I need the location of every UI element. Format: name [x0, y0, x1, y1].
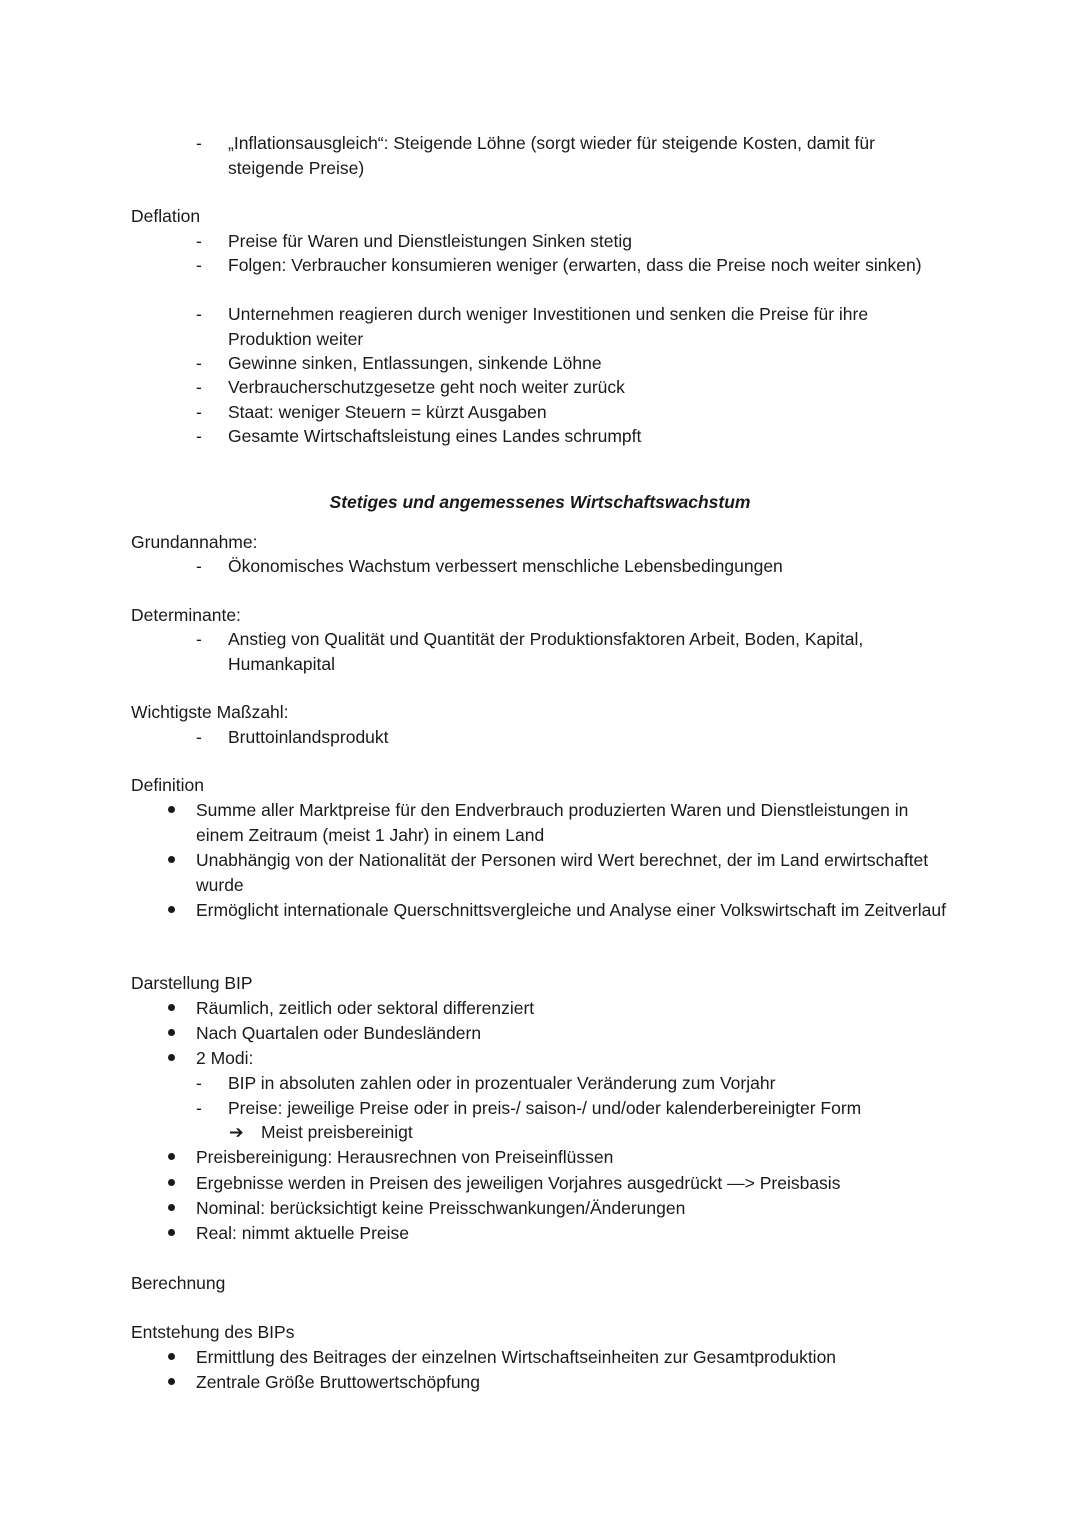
darstellung-heading: Darstellung BIP	[131, 973, 253, 993]
deflation-list-item: - Gesamte Wirtschaftsleistung eines Landes schrumpft	[228, 424, 928, 449]
definition-heading: Definition	[131, 775, 204, 795]
darstellung-list-item: Nominal: berücksichtigt keine Preisschwankungen/Änderungen	[196, 1196, 956, 1221]
darstellung-sub-item: - BIP in absoluten zahlen oder in prozentualer Veränderung zum Vorjahr	[228, 1071, 928, 1096]
deflation-heading: Deflation	[131, 206, 201, 226]
deflation-list-item: - Gewinne sinken, Entlassungen, sinkende Löhne	[228, 351, 928, 376]
entstehung-list-item: Zentrale Größe Bruttowertschöpfung	[196, 1370, 956, 1395]
darstellung-list-item: 2 Modi:	[196, 1046, 956, 1071]
darstellung-list-item: Räumlich, zeitlich oder sektoral differenziert	[196, 996, 956, 1021]
grundannahme-list-item: - Ökonomisches Wachstum verbessert menschliche Lebensbedingungen	[228, 554, 928, 579]
darstellung-sub-item: - Preise: jeweilige Preise oder in preis-/ saison-/ und/oder kalenderbereinigter Form	[228, 1096, 928, 1121]
definition-list-item: Summe aller Marktpreise für den Endverbrauch produzierten Waren und Dienstleistungen in einem Zeitraum (meist 1 Jahr) in einem Land	[196, 798, 956, 847]
section-title: Stetiges und angemessenes Wirtschaftswachstum	[329, 492, 751, 512]
darstellung-list-item: Ergebnisse werden in Preisen des jeweiligen Vorjahres ausgedrückt —> Preisbasis	[196, 1171, 956, 1196]
deflation-list-item: - Preise für Waren und Dienstleistungen Sinken stetig	[228, 229, 928, 254]
entstehung-list-item: Ermittlung des Beitrages der einzelnen Wirtschaftseinheiten zur Gesamtproduktion	[196, 1345, 956, 1370]
determinante-heading: Determinante:	[131, 605, 241, 625]
definition-list-item: Ermöglicht internationale Querschnittsvergleiche und Analyse einer Volkswirtschaft im Zeitverlauf	[196, 898, 956, 923]
entstehung-heading: Entstehung des BIPs	[131, 1322, 295, 1342]
deflation-list-item: - Folgen: Verbraucher konsumieren weniger (erwarten, dass die Preise noch weiter sinken)	[228, 253, 928, 278]
deflation-list-item: - Staat: weniger Steuern = kürzt Ausgaben	[228, 400, 928, 425]
determinante-list-item: - Anstieg von Qualität und Quantität der Produktionsfaktoren Arbeit, Boden, Kapital, Humankapital	[228, 627, 928, 676]
arrow-item-text: Meist preisbereinigt	[261, 1122, 413, 1142]
deflation-list-item: - Verbraucherschutzgesetze geht noch weiter zurück	[228, 375, 928, 400]
grundannahme-heading: Grundannahme:	[131, 532, 258, 552]
arrow-right-icon: ➔	[229, 1122, 244, 1142]
darstellung-list-item: Real: nimmt aktuelle Preise	[196, 1221, 956, 1246]
definition-list-item: Unabhängig von der Nationalität der Personen wird Wert berechnet, der im Land erwirtschaftet wurde	[196, 848, 956, 897]
inflation-list-item: - „Inflationsausgleich“: Steigende Löhne (sorgt wieder für steigende Kosten, damit für steigende Preise)	[228, 131, 928, 180]
berechnung-heading: Berechnung	[131, 1273, 226, 1293]
masszahl-list-item: - Bruttoinlandsprodukt	[228, 725, 928, 750]
darstellung-arrow-item	[229, 1120, 413, 1145]
masszahl-heading: Wichtigste Maßzahl:	[131, 702, 289, 722]
darstellung-list-item: Preisbereinigung: Herausrechnen von Preiseinflüssen	[196, 1145, 956, 1170]
deflation-list-item: - Unternehmen reagieren durch weniger Investitionen und senken die Preise für ihre Produktion weiter	[228, 302, 928, 351]
darstellung-list-item: Nach Quartalen oder Bundesländern	[196, 1021, 956, 1046]
